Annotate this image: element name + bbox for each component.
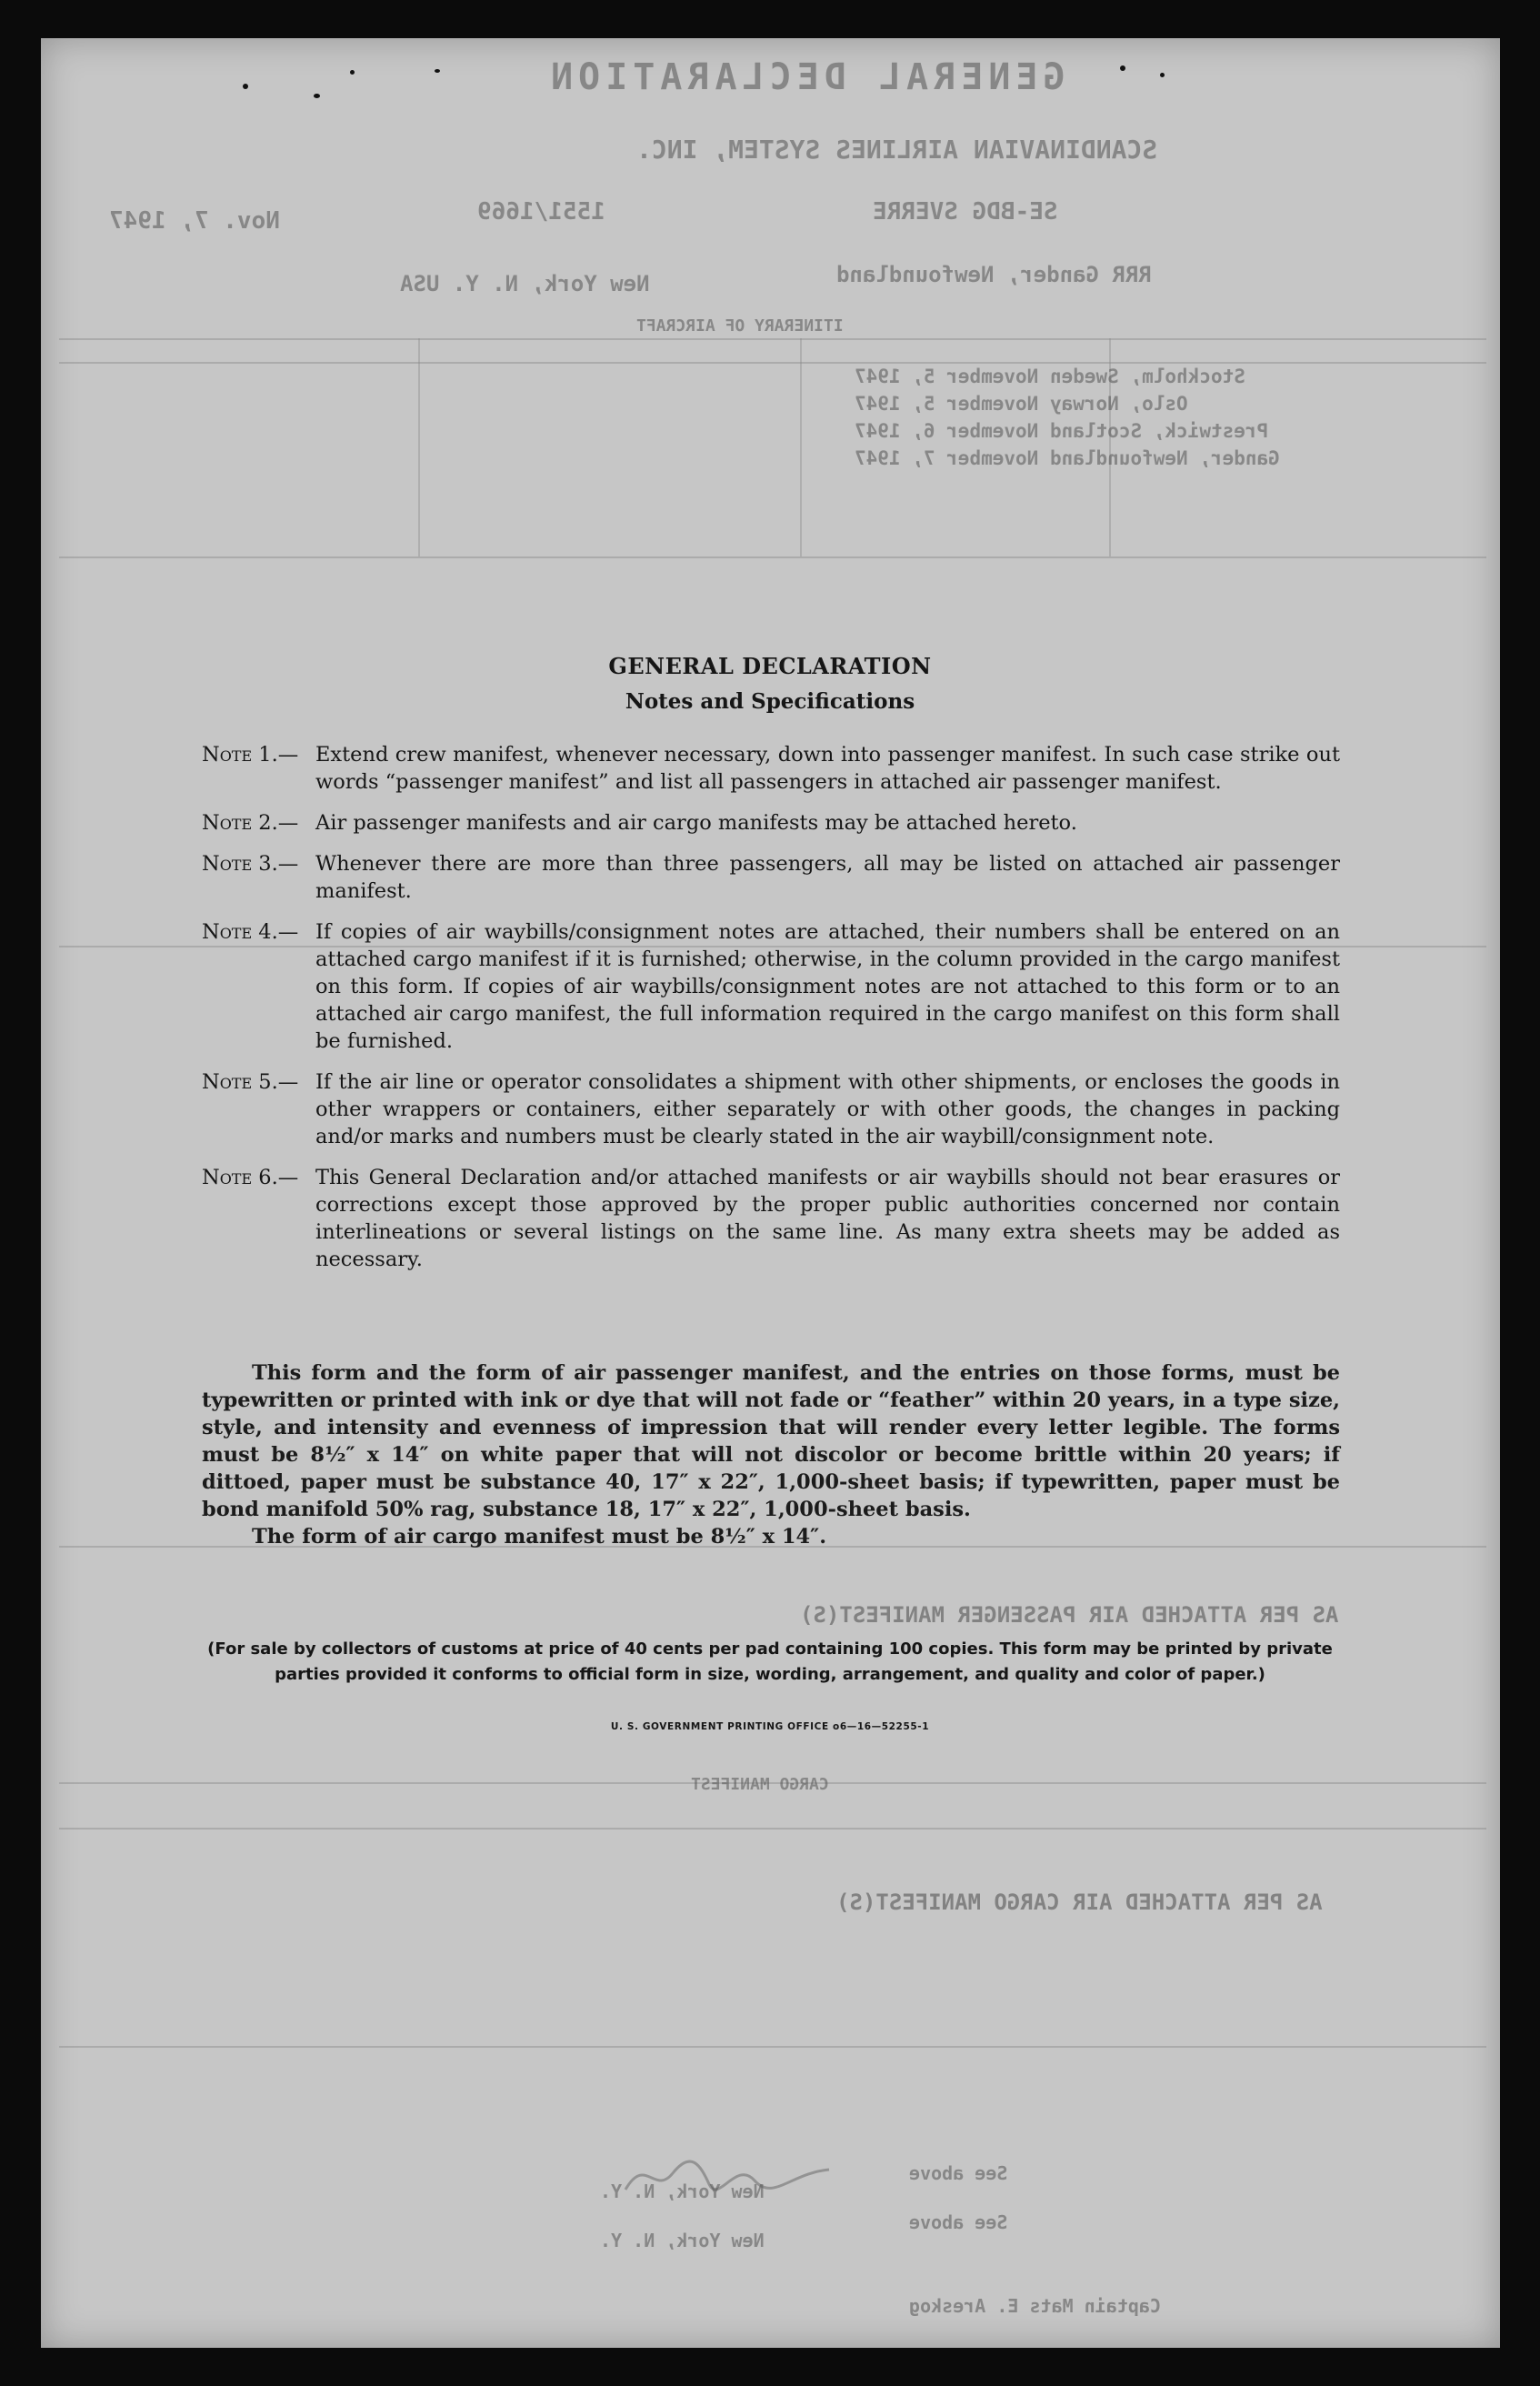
ghost-rule <box>800 338 802 556</box>
note-item <box>202 809 1340 837</box>
ghost-itinerary-2: Oslo, Norway November 5, 1947 <box>855 393 1188 415</box>
note-text: Whenever there are more than three passengers, all may be listed on attached air passenger manifest. <box>315 852 1340 903</box>
note-text: If the air line or operator consolidates a shipment with other shipments, or encloses the goods in other wrappers or containers, either separately or with other goods, the changes in packing and/or marks and numbers must be clearly stated in the air waybill/consignment note. <box>315 1070 1340 1148</box>
ghost-header: GENERAL DECLARATION <box>545 56 1065 98</box>
ghost-airline: SCANDINAVIAN AIRLINES SYSTEM, INC. <box>636 135 1158 165</box>
ghost-sig-2: New York, N. Y. <box>600 2180 765 2202</box>
ghost-sig-4: New York, N. Y. <box>600 2230 765 2251</box>
ghost-cargo-heading: CARGO MANIFEST <box>691 1775 829 1794</box>
note-label: Note 6.— <box>202 1166 299 1189</box>
ghost-rule <box>59 1828 1486 1830</box>
ghost-flight-no: 1551/1669 <box>477 198 605 226</box>
note-item <box>202 918 1340 1055</box>
ink-speck <box>435 69 440 73</box>
note-item <box>202 1068 1340 1150</box>
note-item <box>202 850 1340 905</box>
ghost-rule <box>418 338 420 556</box>
note-text: Extend crew manifest, whenever necessary, down into passenger manifest. In such case strike out words “passenger manifest” and list all passengers in attached air passenger manifest. <box>315 743 1340 794</box>
sale-notice: (For sale by collectors of customs at price of 40 cents per pad containing 100 copies. This form may be printed by private parties provided it conforms to official form in size, wording, arrangement, and quality and color of paper.) <box>207 1639 1333 1684</box>
ghost-sig-3: See above <box>909 2211 1008 2233</box>
ghost-rule <box>59 556 1486 558</box>
page-title: GENERAL DECLARATION <box>608 653 932 679</box>
ghost-aircraft: SE-BDG SVERRE <box>873 198 1058 226</box>
ghost-clearance: RRR Gander, Newfoundland <box>836 262 1152 287</box>
note-text: Air passenger manifests and air cargo manifests may be attached hereto. <box>315 811 1077 835</box>
signature-bleed-icon <box>618 2146 836 2201</box>
ghost-date: Nov. 7, 1947 <box>109 207 280 235</box>
printer-line: U. S. GOVERNMENT PRINTING OFFICE o6—16—52255-1 <box>610 1721 930 1732</box>
note-item <box>202 741 1340 796</box>
note-label: Note 5.— <box>202 1070 299 1094</box>
ghost-itinerary-3: Prestwick, Scotland November 6, 1947 <box>855 420 1269 442</box>
ink-speck <box>1120 65 1125 71</box>
ghost-itinerary-heading: ITINERARY OF AIRCRAFT <box>636 316 844 336</box>
note-label: Note 4.— <box>202 920 299 944</box>
note-item <box>202 1164 1340 1273</box>
note-label: Note 2.— <box>202 811 299 835</box>
note-text: If copies of air waybills/consignment notes are attached, their numbers shall be entered on an attached cargo manifest if it is furnished; otherwise, in the column provided in the cargo manifest on this form. If copies of air waybills/consignment notes are not attached to this form or to an attached air cargo manifest, the full information required in the cargo manifest on this form shall be furnished. <box>315 920 1340 1053</box>
note-text: This General Declaration and/or attached manifests or air waybills should not bear erasures or corrections except those approved by the proper public authorities concerned nor contain interlineations or several listings on the same line. As many extra sheets may be added as necessary. <box>315 1166 1340 1271</box>
notes-list <box>202 741 1340 1287</box>
ghost-itinerary-4: Gander, Newfoundland November 7, 1947 <box>855 447 1280 469</box>
note-label: Note 3.— <box>202 852 299 876</box>
ink-speck <box>243 84 248 89</box>
ink-speck <box>314 94 320 98</box>
specification-text: This form and the form of air passenger manifest, and the entries on those forms, must be typewritten or printed with ink or dye that will not fade or “feather” within 20 years, in a type size, style, and intensity and evenness of impression that will render every letter legible. The forms must be 8½″ x 14″ on white paper that will not discolor or become brittle within 20 years; if dittoed, paper must be substance 40, 17″ x 22″, 1,000-sheet basis; if typewritten, paper must be bond manifold 50% rag, substance 18, 17″ x 22″, 1,000-sheet basis. <box>202 1361 1340 1521</box>
note-label: Note 1.— <box>202 743 299 767</box>
ghost-rule <box>59 362 1486 364</box>
ghost-rule <box>59 2046 1486 2048</box>
ghost-rule <box>59 338 1486 340</box>
ghost-sig-1: See above <box>909 2162 1008 2184</box>
ink-speck <box>1160 73 1165 77</box>
ghost-cargo-manifest: AS PER ATTACHED AIR CARGO MANIFEST(S) <box>836 1890 1323 1915</box>
specification-paragraph <box>202 1359 1340 1550</box>
page-subtitle: Notes and Specifications <box>625 689 915 714</box>
ghost-entry: New York, N. Y. USA <box>400 271 650 296</box>
ghost-sig-5: Captain Mats E. Areskog <box>909 2295 1161 2317</box>
ghost-itinerary-1: Stockholm, Sweden November 5, 1947 <box>855 366 1245 387</box>
ink-speck <box>350 70 355 75</box>
ghost-passenger-manifest: AS PER ATTACHED AIR PASSENGER MANIFEST(S) <box>800 1602 1339 1628</box>
cargo-size-text: The form of air cargo manifest must be 8½″ x 14″. <box>252 1525 827 1549</box>
